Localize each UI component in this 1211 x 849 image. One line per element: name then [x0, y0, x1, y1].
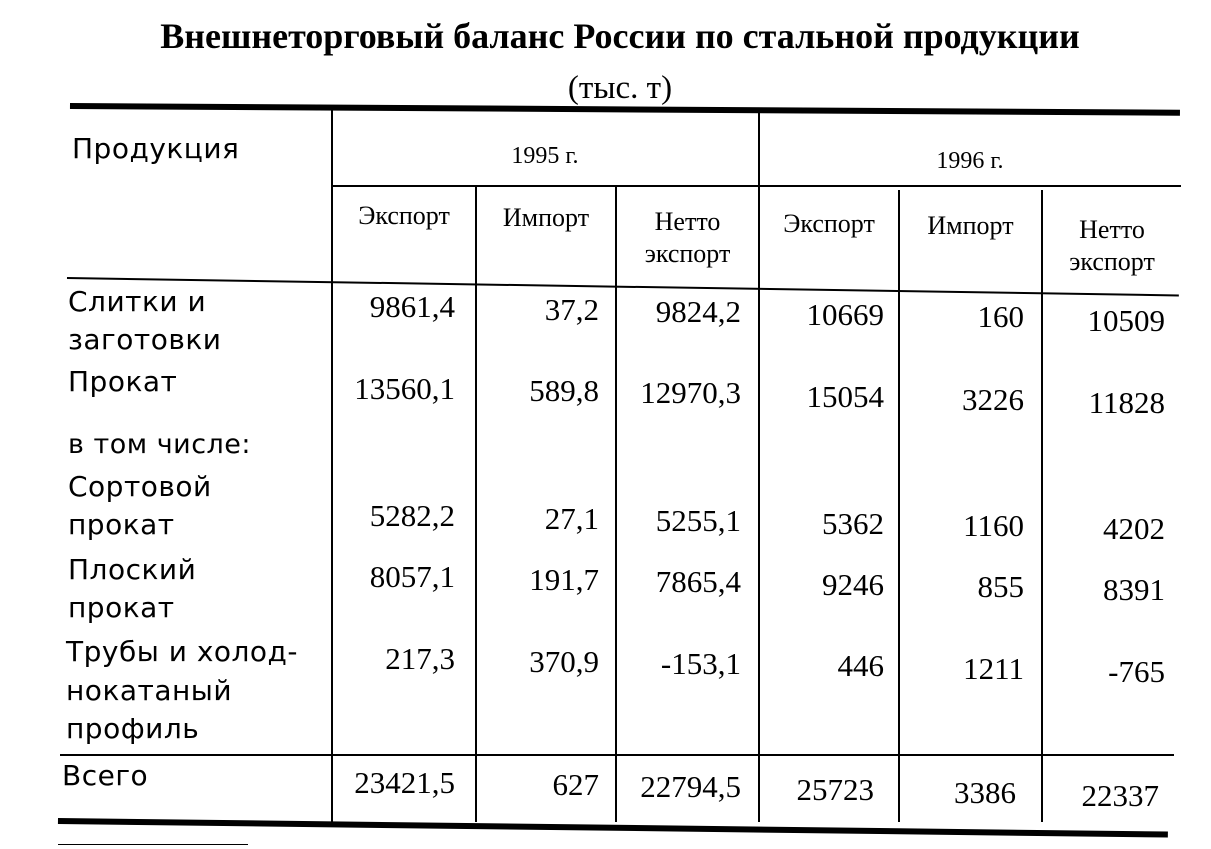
bottom-rule — [58, 818, 1168, 838]
row-label: в том числе: — [68, 429, 252, 460]
table-cell: 10669 — [806, 297, 884, 332]
row-label: Слитки и — [68, 285, 207, 318]
row-label: прокат — [68, 508, 175, 541]
total-cell: 22337 — [1081, 778, 1159, 813]
table-cell: 7865,4 — [655, 564, 741, 599]
table-cell: 446 — [837, 648, 884, 683]
row-label: Прокат — [68, 365, 178, 398]
row-label: заготовки — [68, 323, 222, 356]
table-cell: 5255,1 — [655, 503, 741, 538]
table-cell: 9246 — [822, 567, 884, 602]
table-cell: 13560,1 — [354, 371, 455, 406]
total-rule — [60, 754, 1174, 756]
table-cell: 27,1 — [544, 501, 599, 536]
header-year-1996: 1996 г. — [936, 148, 1004, 174]
total-label: Всего — [62, 759, 149, 792]
table-cell: -765 — [1108, 654, 1165, 689]
table-cell: 217,3 — [385, 641, 455, 676]
table-cell: 191,7 — [529, 562, 599, 597]
table-cell: 8057,1 — [369, 559, 455, 594]
row-label: Трубы и холод- — [66, 635, 299, 668]
table-cell: 8391 — [1103, 572, 1165, 607]
col-divider — [898, 190, 900, 822]
table-units: (тыс. т) — [567, 70, 673, 106]
table-cell: 9861,4 — [369, 289, 455, 324]
col-divider — [1041, 190, 1043, 822]
total-cell: 627 — [552, 767, 599, 802]
table-cell: 5282,2 — [369, 498, 455, 533]
table-cell: 370,9 — [529, 644, 599, 679]
table-cell: 3226 — [962, 382, 1024, 417]
row-label: прокат — [68, 591, 175, 624]
total-cell: 3386 — [954, 775, 1016, 810]
header-net-1996 — [1043, 214, 1181, 278]
header-year-1995: 1995 г. — [511, 143, 579, 169]
table-cell: -153,1 — [660, 646, 741, 681]
header-export-1996: Экспорт — [783, 209, 875, 238]
table-cell: 4202 — [1103, 511, 1165, 546]
row-label: Сортовой — [68, 470, 212, 503]
header-net-line1: Нетто — [654, 207, 721, 236]
table-cell: 37,2 — [544, 292, 599, 327]
header-net-line1: Нетто — [1079, 215, 1145, 244]
header-export-1995: Экспорт — [358, 201, 450, 230]
header-net-1995 — [617, 206, 758, 270]
total-cell: 22794,5 — [640, 769, 741, 804]
table-cell: 5362 — [822, 506, 884, 541]
table-cell: 15054 — [806, 379, 884, 414]
total-cell: 25723 — [796, 772, 874, 807]
footnote-rule — [58, 844, 248, 845]
header-import-1996: Импорт — [927, 211, 1014, 240]
table-cell: 1211 — [963, 651, 1024, 686]
table-title: Внешнеторговый баланс России по стальной продукции — [160, 16, 1080, 56]
row-label: Плоский — [68, 553, 197, 586]
header-net-line2: экспорт — [644, 239, 731, 268]
total-cell: 23421,5 — [354, 765, 455, 800]
row-label: нокатаный — [66, 674, 233, 707]
table-cell: 160 — [977, 299, 1024, 334]
header-product: Продукция — [72, 132, 240, 165]
table-cell: 589,8 — [529, 373, 599, 408]
header-import-1995: Импорт — [502, 203, 590, 232]
table-cell: 855 — [977, 569, 1024, 604]
header-net-line2: экспорт — [1069, 247, 1155, 276]
row-label: профиль — [66, 712, 200, 745]
table-cell: 10509 — [1087, 303, 1165, 338]
table-cell: 1160 — [963, 508, 1024, 543]
table-cell: 12970,3 — [640, 375, 741, 410]
table-cell: 9824,2 — [655, 294, 741, 329]
year-rule — [333, 185, 1181, 187]
table-cell: 11828 — [1088, 385, 1165, 420]
